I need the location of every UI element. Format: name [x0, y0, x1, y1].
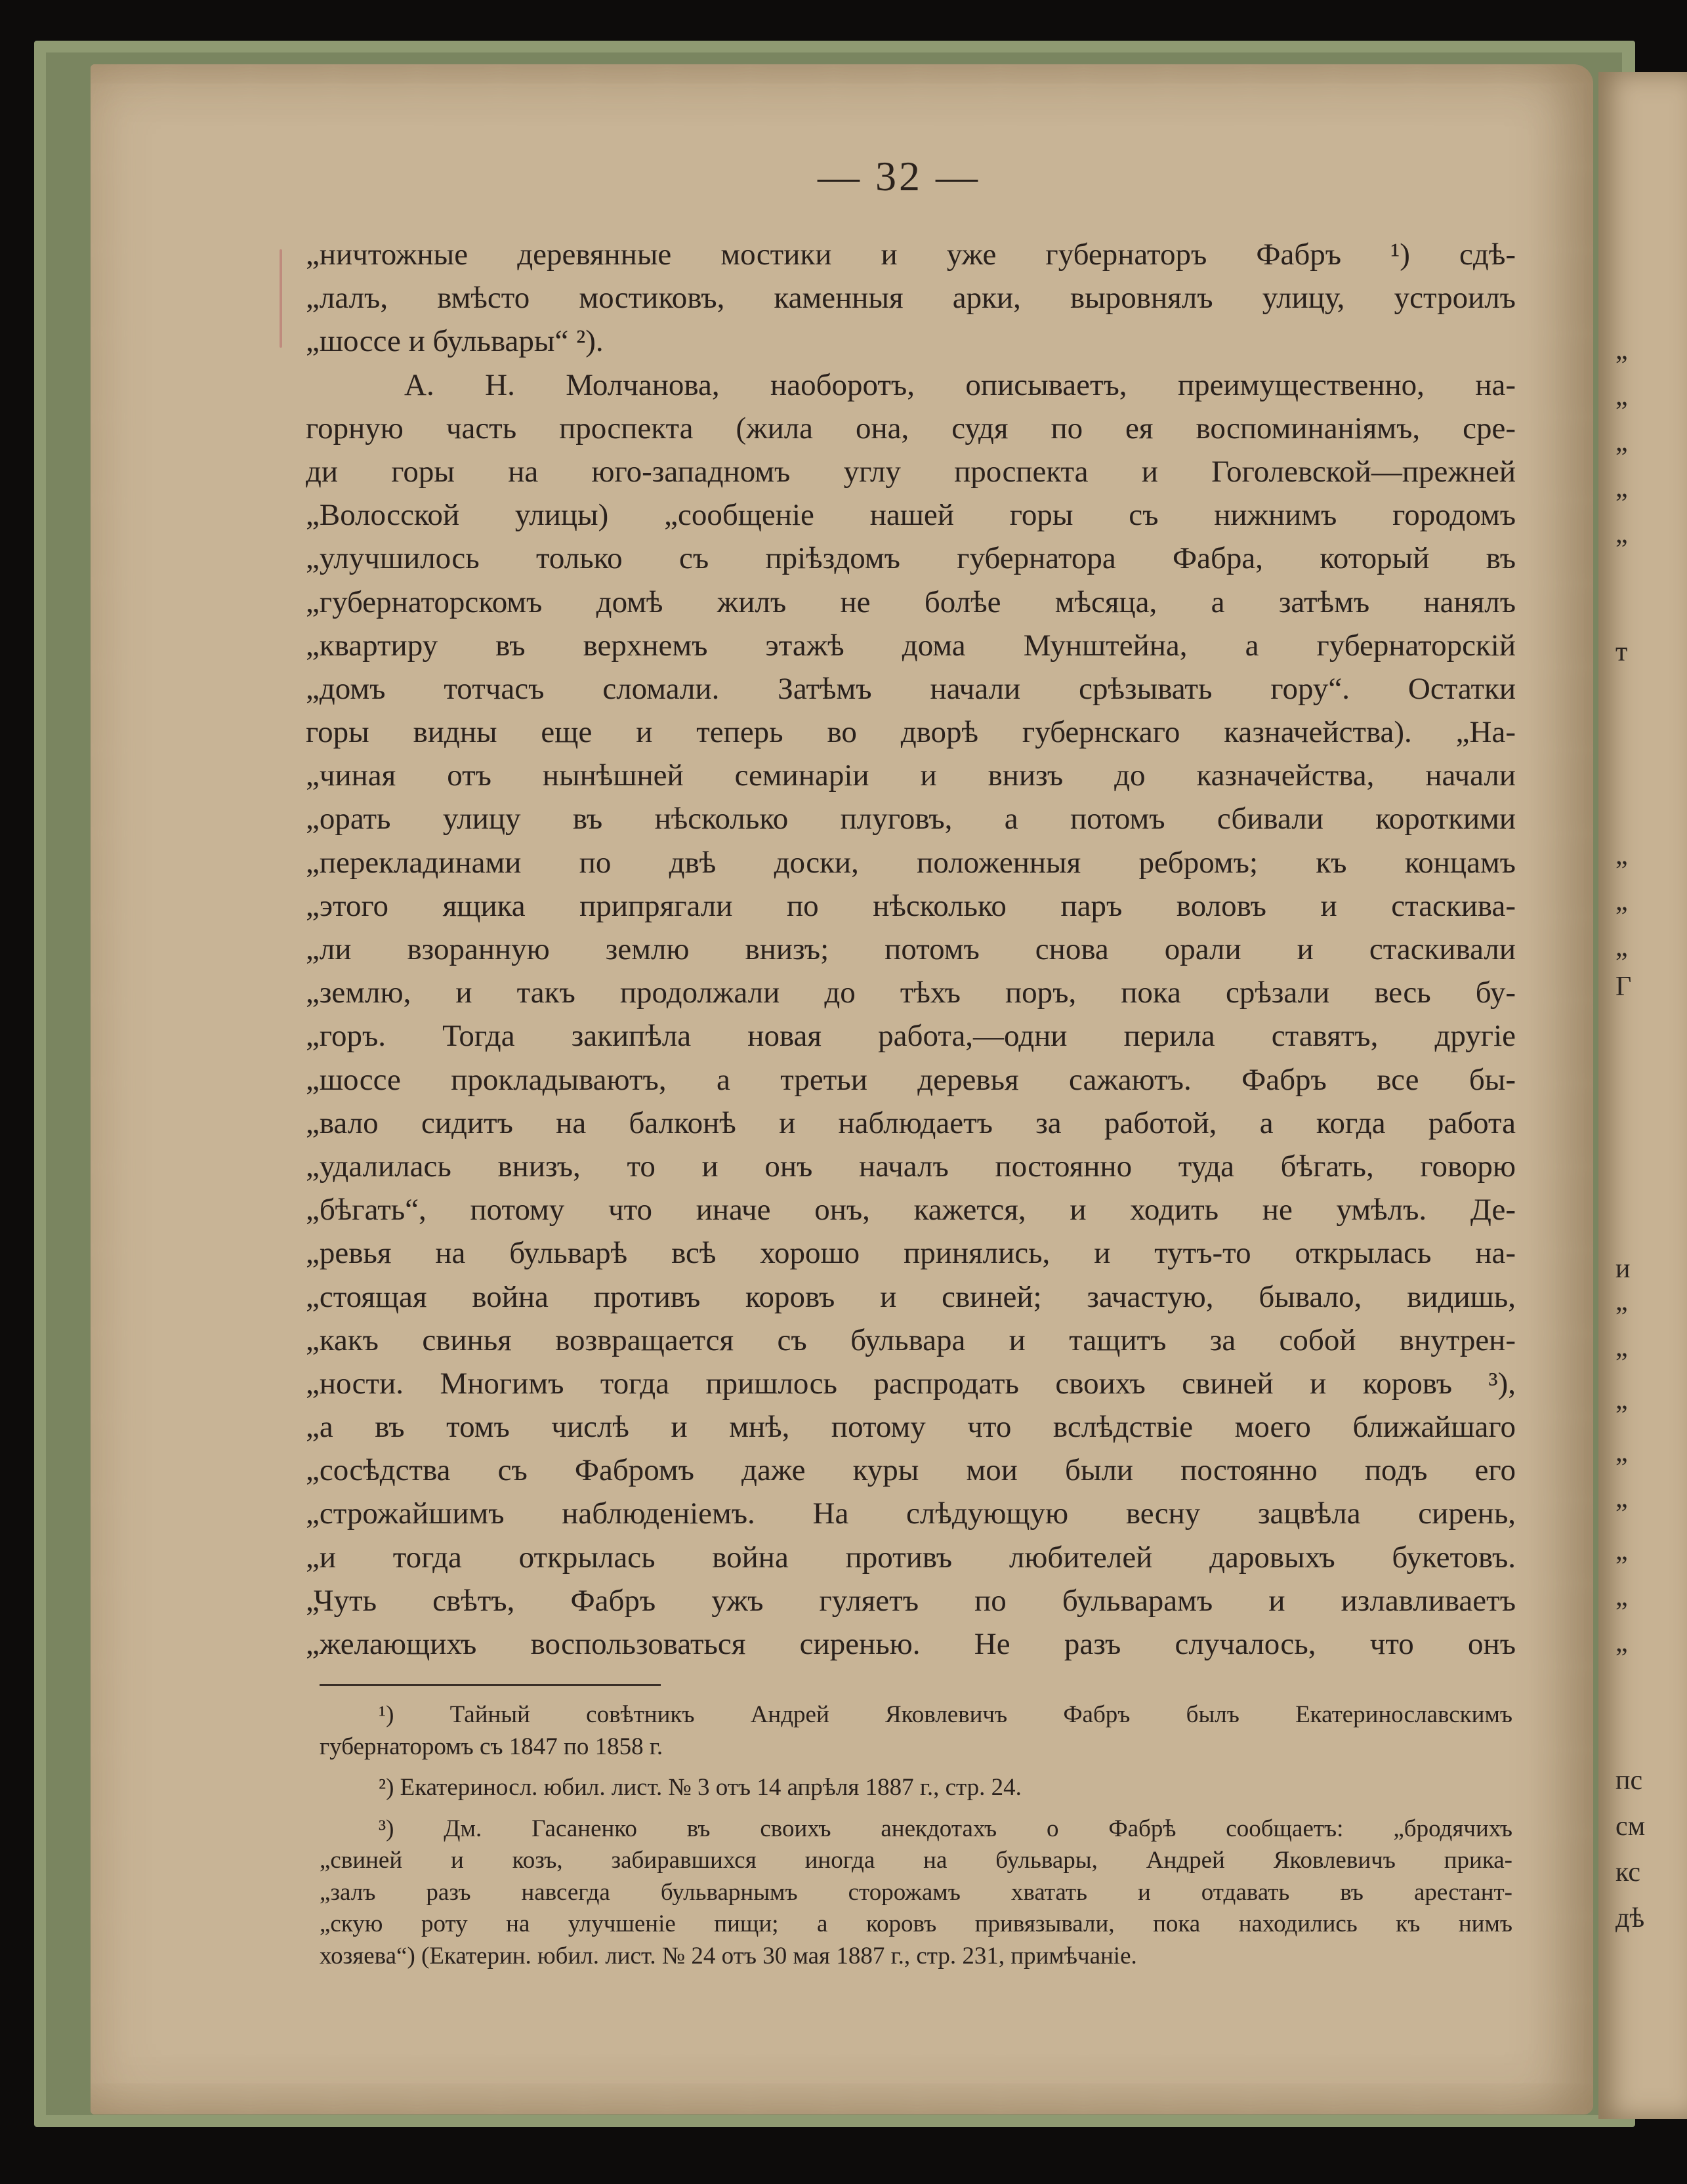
text-line: „и тогда открылась война противъ любителей даровыхъ букетовъ. — [306, 1540, 1516, 1575]
text-line: „шоссе и бульвары“ ²). — [306, 324, 604, 359]
text-line: „строжайшимъ наблюденіемъ. На слѣдующую весну зацвѣла сирень, — [306, 1496, 1516, 1531]
adjacent-page-fragment: „ — [1615, 519, 1628, 549]
text-line: „чиная отъ нынѣшней семинаріи и внизъ до казначейства, начали — [306, 758, 1516, 793]
adjacent-page-fragment: Г — [1615, 972, 1632, 1002]
text-line: „удалилась внизъ, то и онъ началъ постоянно туда бѣгать, говорю — [306, 1149, 1516, 1184]
footnote-line: ²) Екатериносл. юбил. лист. № 3 отъ 14 апрѣля 1887 г., стр. 24. — [379, 1774, 1022, 1801]
adjacent-page-fragment: „ — [1615, 1437, 1628, 1468]
adjacent-page-edge — [1598, 72, 1687, 2119]
adjacent-page-fragment: см — [1615, 1811, 1646, 1842]
footnote — [320, 1699, 1512, 1763]
footnote-divider — [320, 1684, 661, 1686]
text-line: „какъ свинья возвращается съ бульвара и тащитъ за собой внутрен- — [306, 1323, 1516, 1357]
footnote-line: ³) Дм. Гасаненко въ своихъ анекдотахъ о Фабрѣ сообщаетъ: „бродячихъ — [379, 1815, 1512, 1842]
adjacent-page-fragment: „ — [1615, 381, 1628, 411]
text-line: горы видны еще и теперь во дворѣ губернскаго казначейства). „На- — [306, 715, 1516, 750]
text-line: ди горы на юго-западномъ углу проспекта и Гоголевской—прежней — [306, 454, 1516, 489]
page-number: — 32 — — [818, 153, 980, 199]
text-line: „бѣгать“, потому что иначе онъ, кажется, и ходить не умѣлъ. Де- — [306, 1193, 1516, 1227]
margin-pencil-mark — [280, 249, 282, 348]
adjacent-page-fragment: и — [1615, 1254, 1631, 1284]
text-line: „домъ тотчасъ сломали. Затѣмъ начали срѣзывать гору“. Остатки — [306, 671, 1516, 706]
text-line: „улучшилось только съ пріѣздомъ губернатора Фабра, который въ — [306, 541, 1516, 576]
text-line: „желающихъ воспользоваться сиренью. Не разъ случалось, что онъ — [306, 1627, 1516, 1661]
footnote — [320, 1772, 1512, 1804]
footnote-line: „скую роту на улучшеніе пищи; а коровъ привязывали, пока находились къ нимъ — [320, 1910, 1512, 1937]
text-line: А. Н. Молчанова, наоборотъ, описываетъ, преимущественно, на- — [404, 367, 1516, 402]
adjacent-page-fragment: „ — [1615, 1287, 1628, 1317]
text-line: „ли взоранную землю внизъ; потомъ снова орали и стаскивали — [306, 932, 1516, 966]
adjacent-page-fragment: „ — [1615, 886, 1628, 917]
text-line: „ревья на бульварѣ всѣ хорошо принялись, и тутъ-то открылась на- — [306, 1236, 1516, 1271]
main-text — [306, 233, 1516, 1666]
adjacent-page-fragment: „ — [1615, 1628, 1628, 1658]
adjacent-page-fragment: „ — [1615, 335, 1628, 365]
text-line: горную часть проспекта (жила она, судя по ея воспоминаніямъ, сре- — [306, 411, 1516, 445]
text-line: „сосѣдства съ Фабромъ даже куры мои были постоянно подъ его — [306, 1453, 1516, 1488]
text-line: „ности. Многимъ тогда пришлось распродать своихъ свиней и коровъ ³), — [306, 1366, 1516, 1401]
footnote-line: „свиней и козъ, забиравшихся иногда на бульвары, Андрей Яковлевичъ прика- — [320, 1847, 1512, 1874]
adjacent-page-fragment: „ — [1615, 840, 1628, 871]
footnote-line: губернаторомъ съ 1847 по 1858 г. — [320, 1733, 663, 1760]
text-line: „землю, и такъ продолжали до тѣхъ поръ, пока срѣзали весь бу- — [306, 976, 1516, 1010]
text-line: „шоссе прокладываютъ, а третьи деревья сажаютъ. Фабръ все бы- — [306, 1062, 1516, 1097]
adjacent-page-fragment: кс — [1615, 1857, 1641, 1887]
text-line: „лалъ, вмѣсто мостиковъ, каменныя арки, выровнялъ улицу, устроилъ — [306, 281, 1516, 316]
adjacent-page-fragment: „ — [1615, 1385, 1628, 1415]
text-line: „этого ящика припрягали по нѣсколько паръ воловъ и стаскива- — [306, 888, 1516, 923]
text-line: „стоящая война противъ коровъ и свиней; зачастую, бывало, видишь, — [306, 1279, 1516, 1314]
adjacent-page-fragment: „ — [1615, 1582, 1628, 1612]
footnote-line: хозяева“) (Екатерин. юбил. лист. № 24 отъ 30 мая 1887 г., стр. 231, примѣчаніе. — [320, 1942, 1137, 1969]
text-line: „губернаторскомъ домѣ жилъ не болѣе мѣсяца, а затѣмъ нанялъ — [306, 585, 1516, 619]
footnotes — [320, 1699, 1512, 1972]
adjacent-page-fragment: „ — [1615, 427, 1628, 457]
adjacent-page-fragment: „ — [1615, 1332, 1628, 1363]
adjacent-page-fragment: „ — [1615, 1483, 1628, 1514]
adjacent-page-fragment: „ — [1615, 473, 1628, 503]
text-line: „Чуть свѣтъ, Фабръ ужъ гуляетъ по бульварамъ и излавливаетъ — [306, 1583, 1516, 1618]
text-line: „а въ томъ числѣ и мнѣ, потому что вслѣдствіе моего ближайшаго — [306, 1410, 1516, 1445]
adjacent-page-fragment: пс — [1615, 1765, 1643, 1796]
footnote-line: ¹) Тайный совѣтникъ Андрей Яковлевичъ Фабръ былъ Екатеринославскимъ — [379, 1701, 1512, 1728]
adjacent-page-fragment: дѣ — [1615, 1903, 1645, 1933]
text-line: „квартиру въ верхнемъ этажѣ дома Мунштейна, а губернаторскій — [306, 628, 1516, 663]
adjacent-page-fragment: „ — [1615, 932, 1628, 962]
adjacent-page-fragment: т — [1615, 637, 1628, 667]
text-line: „Волосской улицы) „сообщеніе нашей горы съ нижнимъ городомъ — [306, 498, 1516, 533]
text-line: „горъ. Тогда закипѣла новая работа,—одни перила ставятъ, другіе — [306, 1019, 1516, 1054]
footnote — [320, 1813, 1512, 1973]
text-line: „вало сидитъ на балконѣ и наблюдаетъ за работой, а когда работа — [306, 1105, 1516, 1140]
text-line: „перекладинами по двѣ доски, положенныя ребромъ; къ концамъ — [306, 845, 1516, 880]
text-line: „ничтожные деревянные мостики и уже губернаторъ Фабръ ¹) сдѣ- — [306, 237, 1516, 272]
text-line: „орать улицу въ нѣсколько плуговъ, а потомъ сбивали короткими — [306, 802, 1516, 836]
adjacent-page-fragment: „ — [1615, 1536, 1628, 1566]
footnote-line: „залъ разъ навсегда бульварнымъ сторожамъ хватать и отдавать въ арестант- — [320, 1878, 1512, 1906]
